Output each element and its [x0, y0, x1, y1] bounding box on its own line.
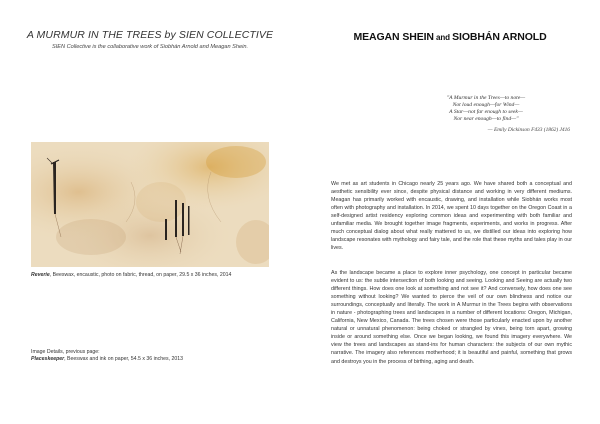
artwork-caption: [31, 272, 281, 278]
poem-line: A Star—not far enough to seek—: [449, 108, 523, 115]
details-text: , Beeswax and ink on paper, 54.5 x 36 inches, 2013: [64, 355, 183, 362]
essay-paragraph-1: We met as art students in Chicago nearly 25 years ago. We have shared both a conceptual and aesthetic sensibility ever since, despite physical distance and working in very different mediums. Meagan has primarily worked with encaustic, drawing, and installation while Siobhán works most often with photography and installation. In 2014, we spent 10 days together on the Oregon Coast in a self-designed artist residency exploring common ideas and experimenting with both familiar and unfamiliar media. We brought together image fragments, experiments, and works in progress. After much conceptual dialog about what really mattered to us, we distilled our ideas into exploring how landscape resonates with mythology and fairy tale, and the role that these myths and tales play in our lives.: [331, 181, 572, 252]
image-details: [31, 349, 281, 362]
exhibition-title: A MURMUR IN THE TREES by SIEN COLLECTIVE: [26, 29, 274, 41]
title-and: and: [433, 33, 453, 42]
poem-line: "A Murmur in the Trees—to note—: [446, 95, 526, 101]
artist-names-title: [300, 31, 600, 43]
caption-text: , Beeswax, encaustic, photo on fabric, thread, on paper, 29.5 x 36 inches, 2014: [49, 272, 232, 278]
poem-epigraph: [406, 95, 566, 123]
artist-name-1: MEAGAN SHEIN: [353, 31, 434, 43]
details-title: Placeskeeper: [31, 355, 65, 362]
essay-paragraph-2: As the landscape became a place to explore inner psychology, one concept in particular became evident to us: the subtle intersection of both looking and seeing. Looking and Seeing are actually two different things. How does one look at something and not see it? And conversely, how does one see something without looking? We wanted to pierce the veil of our own blindness and notice our surroundings, conceptually and literally. The work in A Murmur in the Trees begins with observations in nature - photographing trees and landscapes in a number of different locations: Oregon, Michigan, California, New Mexico, Canada. The trees chosen were those particularly enacted upon by another natural or unnatural phenomenon: being choked or strangled by vines, being torn apart, growing inside or around something else. Once we began looking, we found this imagery everywhere. We view the trees and landscapes as stand-ins for human characters: the subjects of our own mythic narrative. The imagery also references motherhood; it is beautiful and painful, something that grows and destroys you in the process of birthing, aging and death.: [331, 270, 572, 365]
poem-line: Nor near enough—to find—": [453, 115, 519, 122]
caption-title: Reverie: [31, 272, 50, 278]
poem-attribution: — Emily Dickinson F433 (1862) J416: [487, 127, 570, 133]
artist-name-2: SIOBHÁN ARNOLD: [452, 31, 547, 43]
collective-description: SIEN Collective is the collaborative work of Siobhán Arnold and Meagan Shein.: [52, 44, 248, 50]
details-heading: Image Details, previous page:: [31, 349, 100, 355]
poem-line: Not loud enough—for Wind—: [452, 101, 520, 108]
right-page: [300, 0, 600, 424]
artwork-image-reverie: [31, 142, 269, 267]
